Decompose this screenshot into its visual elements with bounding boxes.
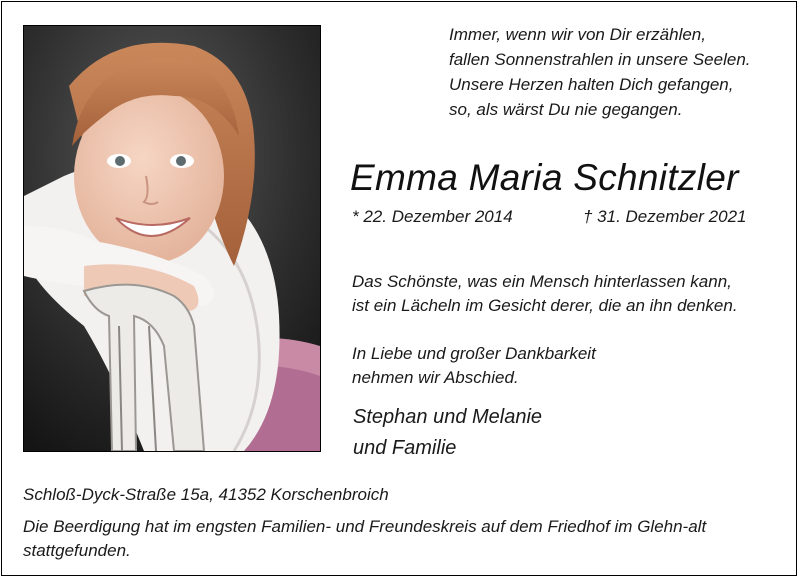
farewell-line: nehmen wir Abschied. — [352, 368, 519, 387]
farewell-line: In Liebe und großer Dankbarkeit — [352, 344, 596, 363]
poem — [449, 22, 751, 122]
quote-line: Das Schönste, was ein Mensch hinterlassen kann, — [352, 272, 732, 291]
poem-line: fallen Sonnenstrahlen in unsere Seelen. — [449, 50, 751, 69]
quote — [352, 270, 738, 318]
funeral-line: stattgefunden. — [23, 541, 131, 560]
quote-line: ist ein Lächeln im Gesicht derer, die an ihn denken. — [352, 296, 738, 315]
portrait-photo — [23, 25, 321, 452]
death-date: † 31. Dezember 2021 — [583, 207, 747, 226]
deceased-name: Emma Maria Schnitzler — [350, 157, 739, 198]
poem-line: Unsere Herzen halten Dich gefangen, — [449, 75, 734, 94]
poem-line: Immer, wenn wir von Dir erzählen, — [449, 25, 706, 44]
mourners-line: und Familie — [353, 437, 457, 459]
address: Schloß-Dyck-Straße 15a, 41352 Korschenbroich — [23, 485, 389, 504]
birth-date: * 22. Dezember 2014 — [352, 207, 513, 226]
funeral-line: Die Beerdigung hat im engsten Familien- und Freundeskreis auf dem Friedhof im Glehn-alt — [23, 517, 707, 536]
farewell-text — [352, 342, 596, 390]
poem-line: so, als wärst Du nie gegangen. — [449, 100, 683, 119]
funeral-notice — [23, 515, 793, 563]
mourners-line: Stephan und Melanie — [353, 406, 543, 428]
mourners — [353, 402, 542, 464]
